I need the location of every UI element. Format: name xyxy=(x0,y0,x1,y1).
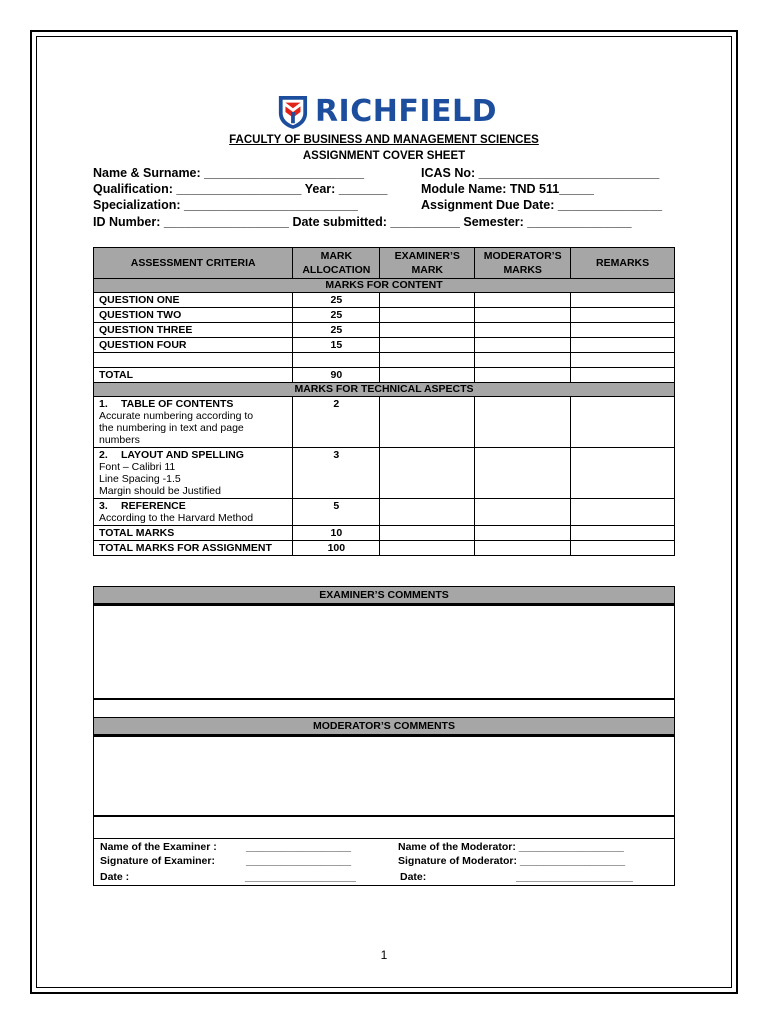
blank-cell xyxy=(571,353,675,368)
mark-cell: 25 xyxy=(293,308,380,323)
table-row xyxy=(94,308,675,323)
item-number: 1. xyxy=(99,398,108,410)
table-row-technical xyxy=(94,397,675,448)
mark-cell: 15 xyxy=(293,338,380,353)
item-title: TABLE OF CONTENTS xyxy=(121,398,234,410)
remarks-cell[interactable] xyxy=(571,338,675,353)
total-assignment-mark: 100 xyxy=(293,541,380,556)
criteria-cell xyxy=(94,499,293,526)
total-assignment-label: TOTAL MARKS FOR ASSIGNMENT xyxy=(94,541,293,556)
criteria-cell xyxy=(94,448,293,499)
header-examiner-mark: EXAMINER’S MARK xyxy=(380,248,475,279)
examiner-mark-cell[interactable] xyxy=(380,499,475,526)
mark-cell: 25 xyxy=(293,323,380,338)
blank-cell xyxy=(475,353,571,368)
name-surname-field[interactable]: Name & Surname: _______________________ xyxy=(93,166,365,180)
moderator-mark-cell[interactable] xyxy=(475,499,571,526)
examiner-mark-cell[interactable] xyxy=(380,397,475,448)
examiner-signature-line[interactable]: __________________ xyxy=(246,855,352,867)
table-row-total xyxy=(94,368,675,383)
assessment-table xyxy=(93,247,675,556)
moderator-comments-box[interactable] xyxy=(93,735,675,817)
moderator-mark-cell[interactable] xyxy=(475,541,571,556)
remarks-cell[interactable] xyxy=(571,293,675,308)
moderator-date-label: Date: xyxy=(400,871,427,883)
moderator-mark-cell[interactable] xyxy=(475,293,571,308)
remarks-cell[interactable] xyxy=(571,368,675,383)
table-row-total-assignment xyxy=(94,541,675,556)
item-title: LAYOUT AND SPELLING xyxy=(121,449,244,461)
examiner-mark-cell[interactable] xyxy=(380,338,475,353)
examiner-mark-cell[interactable] xyxy=(380,293,475,308)
mark-cell: 2 xyxy=(293,397,380,448)
remarks-cell[interactable] xyxy=(571,308,675,323)
due-date-field[interactable]: Assignment Due Date: _______________ xyxy=(421,198,663,212)
header-mark-allocation: MARK ALLOCATION xyxy=(293,248,380,279)
remarks-cell[interactable] xyxy=(571,499,675,526)
item-description: Accurate numbering according to xyxy=(99,410,254,422)
moderator-date-line[interactable]: ____________________ xyxy=(516,871,633,883)
remarks-cell[interactable] xyxy=(571,397,675,448)
mark-cell: 5 xyxy=(293,499,380,526)
moderator-mark-cell[interactable] xyxy=(475,526,571,541)
item-title: REFERENCE xyxy=(121,500,186,512)
item-description: numbers xyxy=(99,434,140,446)
remarks-cell[interactable] xyxy=(571,323,675,338)
examiner-date-line[interactable]: ___________________ xyxy=(245,871,356,883)
richfield-logo xyxy=(277,92,497,132)
table-row-total-marks xyxy=(94,526,675,541)
table-row-technical xyxy=(94,448,675,499)
total-mark: 90 xyxy=(293,368,380,383)
logo-wordmark: RICHFIELD xyxy=(314,94,497,129)
remarks-cell[interactable] xyxy=(571,448,675,499)
item-description: Line Spacing -1.5 xyxy=(99,473,181,485)
examiner-name-label: Name of the Examiner : xyxy=(100,841,217,853)
table-row xyxy=(94,293,675,308)
item-description: Font – Calibri 11 xyxy=(99,461,176,473)
examiner-name-line[interactable]: __________________ xyxy=(246,841,352,853)
total-marks-mark: 10 xyxy=(293,526,380,541)
specialization-field[interactable]: Specialization: _________________________ xyxy=(93,198,358,212)
table-row-technical xyxy=(94,499,675,526)
header-remarks: REMARKS xyxy=(571,248,675,279)
id-date-semester-field[interactable]: ID Number: __________________ Date submitted: __________ Semester: _______________ xyxy=(93,215,632,229)
total-label: TOTAL xyxy=(94,368,293,383)
table-row xyxy=(94,323,675,338)
moderator-mark-cell[interactable] xyxy=(475,323,571,338)
module-name-field[interactable]: Module Name: TND 511_____ xyxy=(421,182,594,196)
remarks-cell[interactable] xyxy=(571,541,675,556)
item-number: 2. xyxy=(99,449,108,461)
remarks-cell[interactable] xyxy=(571,526,675,541)
moderator-signature-field[interactable]: Signature of Moderator: __________________ xyxy=(398,855,626,867)
blank-cell xyxy=(94,353,293,368)
moderator-mark-cell[interactable] xyxy=(475,397,571,448)
moderator-mark-cell[interactable] xyxy=(475,368,571,383)
header-moderator-marks: MODERATOR’S MARKS xyxy=(475,248,571,279)
moderator-mark-cell[interactable] xyxy=(475,338,571,353)
comments-spacer xyxy=(93,817,675,838)
examiner-mark-cell[interactable] xyxy=(380,448,475,499)
moderator-comments-heading: MODERATOR’S COMMENTS xyxy=(93,717,675,735)
examiner-mark-cell[interactable] xyxy=(380,323,475,338)
table-row-blank xyxy=(94,353,675,368)
criteria-cell xyxy=(94,397,293,448)
total-marks-label: TOTAL MARKS xyxy=(94,526,293,541)
section-content-heading: MARKS FOR CONTENT xyxy=(94,279,675,293)
item-description: Margin should be Justified xyxy=(99,485,221,497)
examiner-comments-box[interactable] xyxy=(93,604,675,700)
examiner-mark-cell[interactable] xyxy=(380,308,475,323)
item-description: the numbering in text and page xyxy=(99,422,244,434)
moderator-mark-cell[interactable] xyxy=(475,308,571,323)
examiner-signature-label: Signature of Examiner: xyxy=(100,855,215,867)
mark-cell: 3 xyxy=(293,448,380,499)
moderator-name-field[interactable]: Name of the Moderator: __________________ xyxy=(398,841,624,853)
section-technical-heading: MARKS FOR TECHNICAL ASPECTS xyxy=(94,383,675,397)
moderator-mark-cell[interactable] xyxy=(475,448,571,499)
criteria-cell: QUESTION ONE xyxy=(94,293,293,308)
examiner-mark-cell[interactable] xyxy=(380,368,475,383)
comments-spacer xyxy=(93,700,675,717)
mark-cell: 25 xyxy=(293,293,380,308)
examiner-comments-heading: EXAMINER’S COMMENTS xyxy=(93,586,675,604)
item-number: 3. xyxy=(99,500,108,512)
criteria-cell: QUESTION FOUR xyxy=(94,338,293,353)
criteria-cell: QUESTION THREE xyxy=(94,323,293,338)
blank-cell xyxy=(380,353,475,368)
faculty-title: FACULTY OF BUSINESS AND MANAGEMENT SCIENCES xyxy=(229,134,539,146)
header-criteria: ASSESSMENT CRITERIA xyxy=(94,248,293,279)
examiner-mark-cell[interactable] xyxy=(380,541,475,556)
table-row xyxy=(94,338,675,353)
sheet-title: ASSIGNMENT COVER SHEET xyxy=(302,150,466,162)
examiner-date-label: Date : xyxy=(100,871,130,883)
qualification-year-field[interactable]: Qualification: __________________ Year: _______ xyxy=(93,182,388,196)
examiner-mark-cell[interactable] xyxy=(380,526,475,541)
item-description: According to the Harvard Method xyxy=(99,512,254,524)
icas-field[interactable]: ICAS No: __________________________ xyxy=(421,166,660,180)
criteria-cell: QUESTION TWO xyxy=(94,308,293,323)
blank-cell xyxy=(293,353,380,368)
page-number: 1 xyxy=(380,948,388,962)
shield-icon xyxy=(277,93,309,131)
